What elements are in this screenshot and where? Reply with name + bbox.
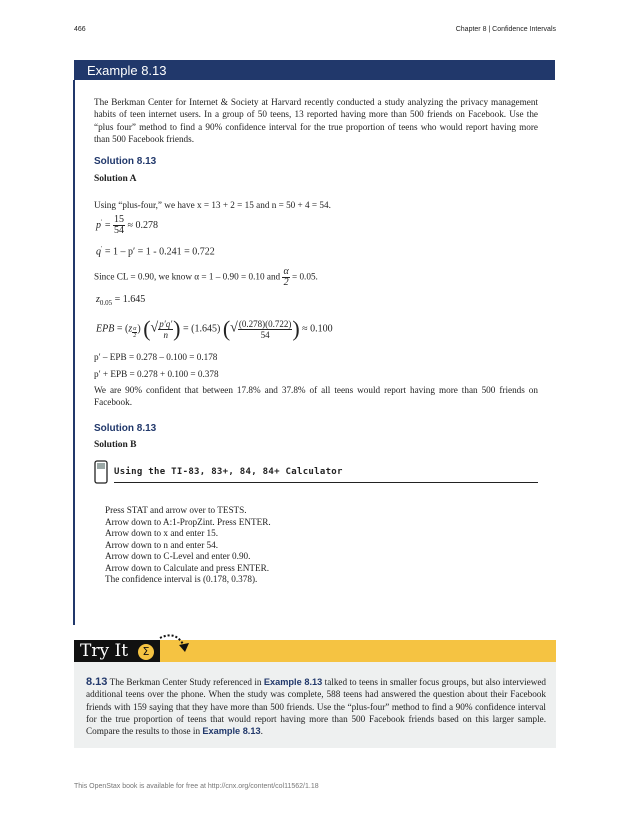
epb-equation: EPB = (z $_{\frac{\alpha}{2}}$ ) (√ $\frac{p'q'}{n}$ ) = (1.645) (√ $\frac{(0.278)(0.722)}{54}$ ) ≈ 0.100 — [96, 316, 333, 341]
dotted-arrow-icon — [158, 632, 194, 660]
calculator-icon — [94, 460, 108, 484]
try-it-text-3: . — [260, 726, 263, 737]
calculator-steps — [105, 505, 271, 586]
cl-line: Since CL = 0.90, we know α = 1 – 0.90 = 0.10 and — [94, 271, 281, 282]
plus-four-intro: Using “plus-four,” we have x = 13 + 2 = 15 and n = 50 + 4 = 54. — [94, 200, 331, 210]
solution-a-heading: Solution 8.13 — [94, 156, 157, 167]
epb-numerator: (0.278)(0.722) — [238, 318, 292, 329]
step-item: Arrow down to x and enter 15. — [105, 528, 219, 538]
calculator-title: Using the TI-83, 83+, 84, 84+ Calculator — [114, 467, 343, 477]
example-problem: The Berkman Center for Internet & Society at Harvard recently conducted a study analyzing the privacy management habits of teen internet users. In a group of 50 teens, 13 reported having more than 500 friends on Facebook. Use the “plus four” method to find a 90% confidence interval for the true proportion of teens who would report having more than 500 Facebook friends. — [94, 97, 538, 144]
calculator-rule — [114, 482, 538, 483]
try-it-label: Try It — [80, 641, 129, 661]
epb-denominator: 54 — [260, 329, 270, 340]
p-prime-numerator: 15 — [113, 214, 124, 225]
try-it-text-1: The Berkman Center Study referenced in — [109, 677, 262, 687]
chapter-title: Chapter 8 | Confidence Intervals — [455, 26, 556, 33]
example-banner — [74, 60, 555, 80]
solution-a-label: Solution A — [94, 174, 137, 184]
z-critical-equation: $z_{0.05} = 1.645$ — [96, 294, 146, 307]
q-prime-equation: q′ = 1 – p′ = 1 - 0.241 = 0.722 — [96, 246, 215, 258]
upper-bound-line: p′ + EPB = 0.278 + 0.100 = 0.378 — [94, 369, 219, 379]
alpha-half-result: = 0.05. — [291, 271, 318, 282]
sigma-icon: Σ — [138, 644, 154, 660]
example-link[interactable]: Example 8.13 — [202, 726, 261, 737]
cl-equation: Since CL = 0.90, we know α = 1 – 0.90 = 0.10 and $\frac{\alpha}{2}$ = 0.05. — [94, 266, 318, 288]
step-item: Arrow down to C-Level and enter 0.90. — [105, 551, 251, 561]
step-item: Arrow down to Calculate and press ENTER. — [105, 562, 270, 573]
conclusion: We are 90% confident that between 17.8% and 37.8% of all teens would report having more than 500 friends on Facebook. — [94, 385, 538, 408]
p-prime-denominator: 54 — [113, 225, 124, 236]
page-number: 466 — [74, 26, 86, 33]
solution-b-label: Solution B — [94, 440, 137, 450]
p-prime-equation: p′ = $\frac{15}{54}$ ≈ 0.278 — [96, 214, 158, 236]
example-link[interactable]: Example 8.13 — [263, 677, 323, 687]
try-it-label-box — [74, 640, 160, 664]
q-prime-line: = 1 – p′ = 1 - 0.241 = 0.722 — [104, 246, 215, 258]
footer-note: This OpenStax book is available for free at http://cnx.org/content/col11562/1.18 — [74, 783, 319, 790]
example-title: Example 8.13 — [87, 63, 167, 78]
try-it-number: 8.13 — [86, 676, 108, 688]
epb-multiplier: = (1.645) — [183, 323, 221, 335]
epb-result: ≈ 0.100 — [302, 323, 333, 335]
try-it-text-2: talked to teens in smaller focus groups, but also interviewed additional teens over the phone. When the study was complete, 588 teens had answered the question about their Facebook friends with 159 saying that they have more than 500 friends. Use the “plus-four” method to find a 90% confidence interval for the true proportion of teens that would report having more than 500 Facebook friends based on this larger sample. Compare the results to those in — [86, 677, 547, 737]
lower-bound-line: p′ – EPB = 0.278 – 0.100 = 0.178 — [94, 352, 218, 362]
example-left-rule — [73, 80, 75, 625]
step-item: Arrow down to n and enter 54. — [105, 539, 219, 550]
step-item: Press STAT and arrow over to TESTS. — [105, 505, 247, 515]
p-prime-result: ≈ 0.278 — [127, 219, 158, 231]
z-subscript: 0.05 — [99, 299, 113, 307]
z-value: = 1.645 — [114, 294, 146, 305]
solution-b-heading: Solution 8.13 — [94, 423, 157, 434]
try-it-text — [86, 676, 546, 737]
step-item: Arrow down to A:1-PropZint. Press ENTER. — [105, 516, 271, 527]
step-item: The confidence interval is (0.178, 0.378). — [105, 574, 258, 584]
